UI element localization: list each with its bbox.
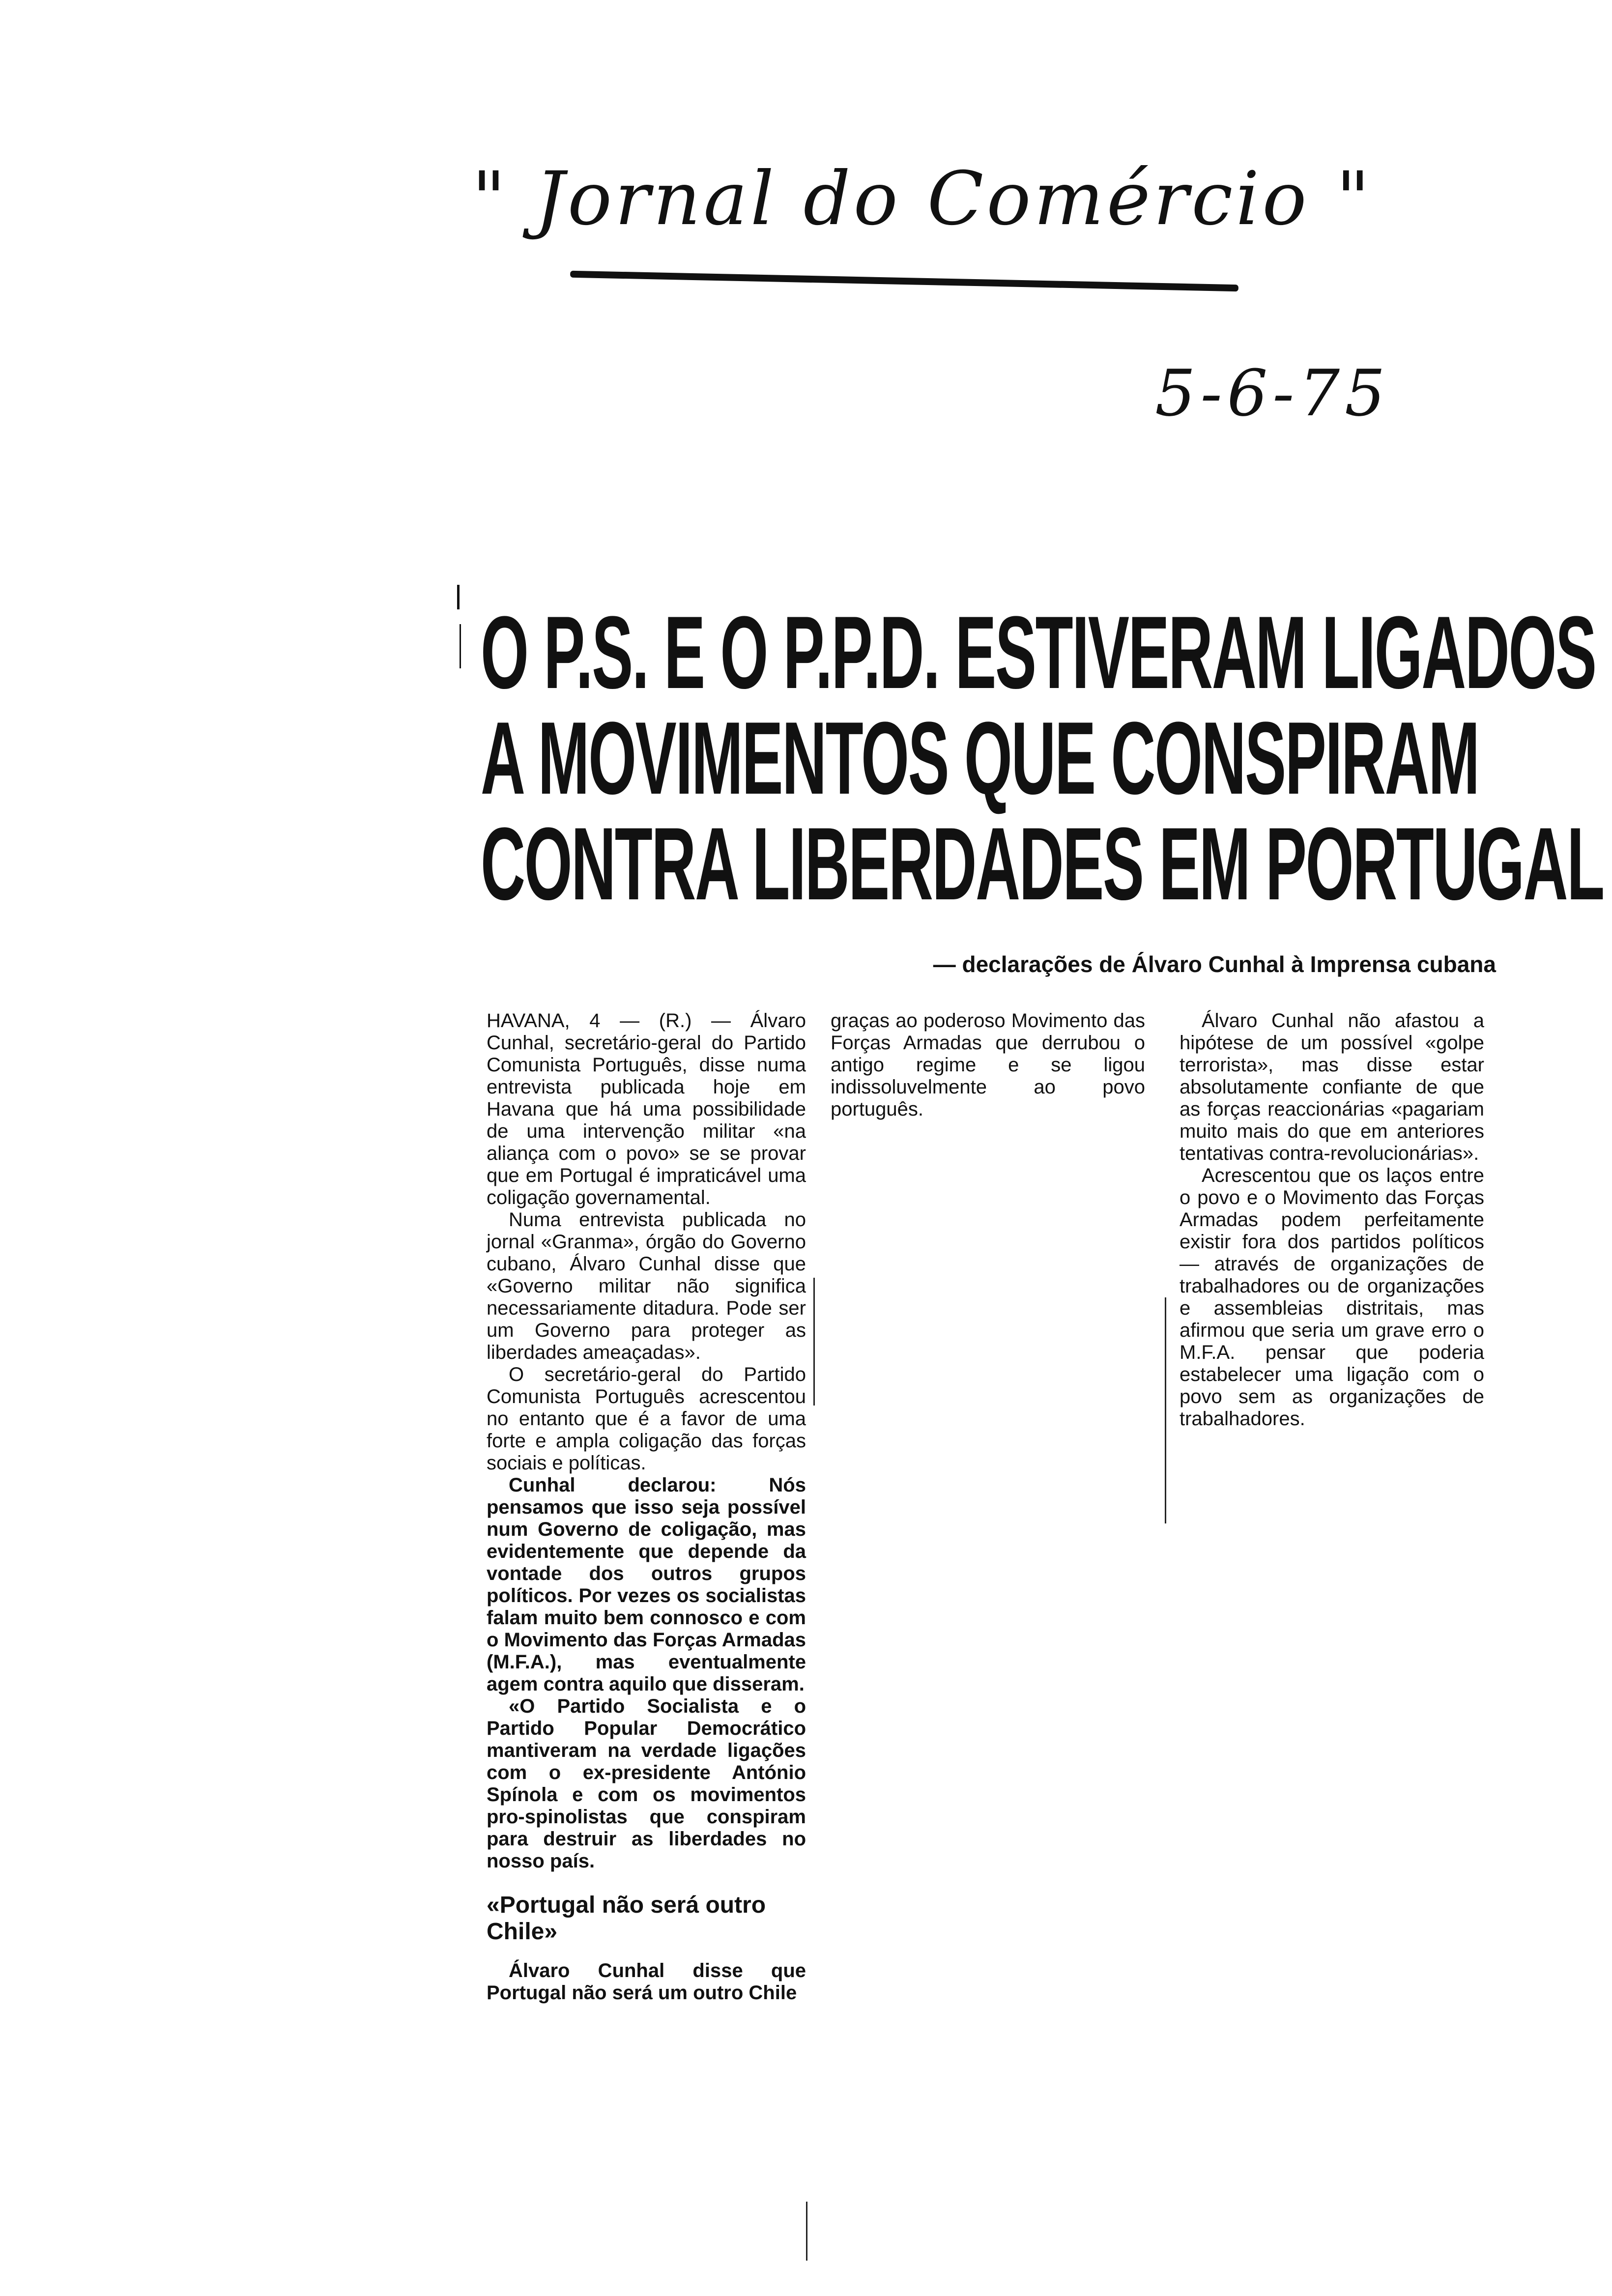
column-rule-3 bbox=[1165, 1297, 1166, 1523]
column1-paragraph-1: HAVANA, 4 — (R.) — Álvaro Cunhal, secretário-geral do Partido Comunista Português, disse numa entrevista publicada hoje em Havana que há uma possibilidade de uma intervenção militar «na aliança com o povo» se se provar que em Portugal é impraticável uma coligação governamental. bbox=[487, 1010, 806, 1208]
handwritten-underline bbox=[570, 271, 1238, 291]
column1-paragraph-6: Álvaro Cunhal disse que Portugal não será um outro Chile bbox=[487, 1960, 806, 2004]
column2-paragraph-1: graças ao poderoso Movimento das Forças Armadas que derrubou o antigo regime e se ligou indissoluvelmente ao povo português. bbox=[831, 1010, 1145, 1120]
column1-subhead: «Portugal não será outro Chile» bbox=[487, 1892, 766, 1945]
column1-paragraph-2: Numa entrevista publicada no jornal «Granma», órgão do Governo cubano, Álvaro Cunhal disse que «Governo militar não significa necessariamente ditadura. Pode ser um Governo para proteger as liberdades ameaçadas». bbox=[487, 1209, 806, 1363]
headline-line-3: CONTRA LIBERDADES EM PORTUGAL bbox=[481, 806, 1604, 921]
column1-paragraph-3: O secretário-geral do Partido Comunista Português acrescentou no entanto que é a favor de uma forte e ampla coligação das forças sociais e políticas. bbox=[487, 1364, 806, 1474]
column1-paragraph-5: «O Partido Socialista e o Partido Popular Democrático mantiveram na verdade ligações com o ex-presidente António Spínola e com os movimentos pro-spinolistas que conspiram para destruir as liberdades no nosso país. bbox=[487, 1695, 806, 1872]
column-rule-2 bbox=[806, 2202, 807, 2261]
column3-paragraph-2: Acrescentou que os laços entre o povo e o Movimento das Forças Armadas podem perfeitamente existir fora dos partidos políticos — através de organizações de trabalhadores ou de organizações e assembleias distritais, mas afirmou que seria um grave erro o M.F.A. pensar que poderia estabelecer uma ligação com o povo sem as organizações de trabalhadores. bbox=[1180, 1165, 1484, 1430]
column1-paragraph-4: Cunhal declarou: Nós pensamos que isso seja possível num Governo de coligação, mas evidentemente que depende da vontade dos outros grupos políticos. Por vezes os socialistas falam muito bem connosco e com o Movimento das Forças Armadas (M.F.A.), mas eventualmente agem contra aquilo que disseram. bbox=[487, 1474, 806, 1695]
article-column-3 bbox=[1180, 1010, 1484, 1430]
headline-line-2: A MOVIMENTOS QUE CONSPIRAM bbox=[481, 700, 1479, 816]
column3-paragraph-1: Álvaro Cunhal não afastou a hipótese de um possível «golpe terrorista», mas disse estar absolutamente confiante de que as forças reaccionárias «pagariam muito mais do que em anteriores tentativas contra-revolucionárias». bbox=[1180, 1010, 1484, 1164]
article-column-2 bbox=[831, 1010, 1145, 1120]
subtitle: — declarações de Álvaro Cunhal à Imprensa cubana bbox=[933, 951, 1496, 977]
scan-mark-left-lower bbox=[460, 624, 461, 668]
handwritten-newspaper-name: " Jornal do Comércio " bbox=[472, 156, 1373, 242]
headline-line-1: O P.S. E O P.P.D. ESTIVERAM LIGADOS bbox=[481, 595, 1596, 710]
column-rule-1 bbox=[813, 1278, 815, 1406]
scan-mark-left bbox=[457, 585, 460, 609]
headline bbox=[481, 595, 1604, 921]
article-column-1 bbox=[487, 1010, 806, 2004]
handwritten-date: 5-6-75 bbox=[1155, 356, 1390, 430]
